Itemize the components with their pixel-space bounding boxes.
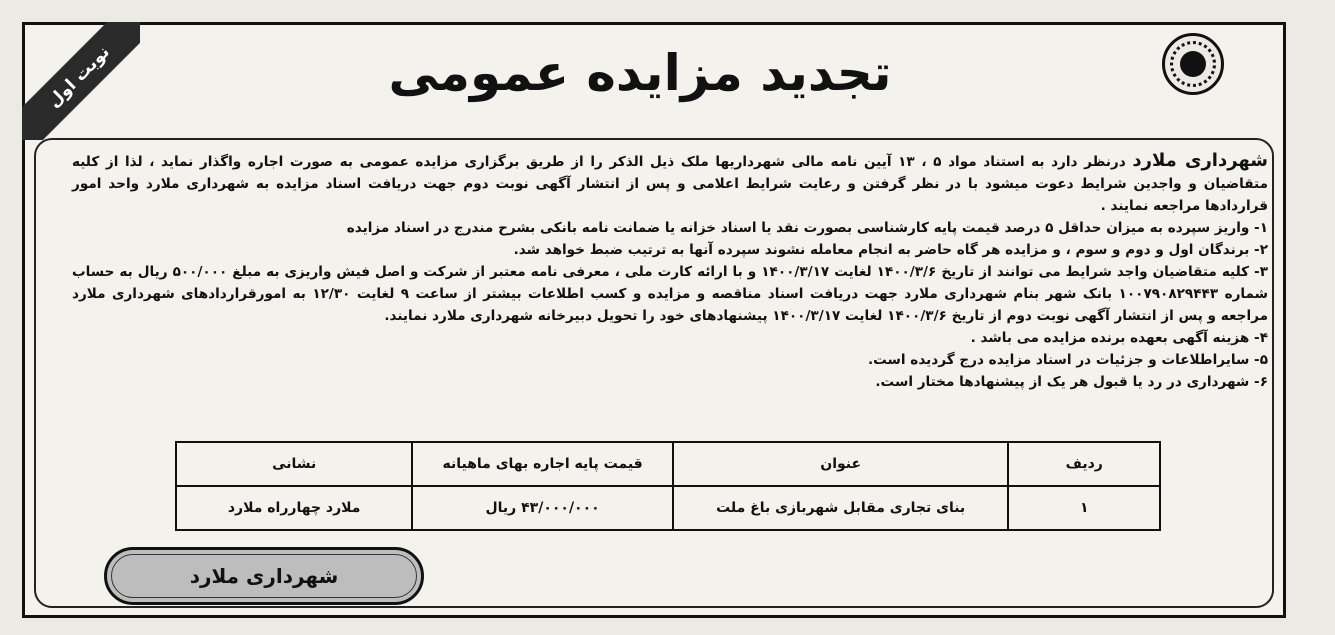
condition-2: ۲- برندگان اول و دوم و سوم ، و مزایده هر گاه حاضر به انجام معامله نشوند سپرده آنها به ترتیب ضبط خواهد شد.: [513, 242, 1268, 258]
condition-4: ۴- هزینه آگهی بعهده برنده مزایده می باشد .: [970, 330, 1268, 346]
announcement-text: [72, 150, 1268, 393]
logo-emblem: [1180, 51, 1206, 77]
header-address: نشانی: [176, 442, 412, 486]
municipality-logo-icon: [1162, 33, 1224, 95]
condition-6: ۶- شهرداری در رد یا قبول هر یک از پیشنهادها مختار است.: [875, 374, 1268, 390]
cell-base-price: ۴۳/۰۰۰/۰۰۰ ریال: [412, 486, 672, 530]
condition-5: ۵- سایراطلاعات و جزئیات در اسناد مزایده درج گردیده است.: [867, 352, 1268, 368]
header-row-number: ردیف: [1008, 442, 1160, 486]
table-row: [176, 486, 1160, 530]
auction-items-table: [175, 441, 1161, 531]
intro-text: درنظر دارد به استناد مواد ۵ ، ۱۳ آیین نامه مالی شهرداریها ملک ذیل الذکر را از طریق برگزاری مزایده عمومی به صورت اجاره واگذار نماید ، لذا از کلیه متقاضیان و واجدین شرایط دعوت میشود با در نظر گرفتن و رعایت شرایط اعلامی و پس از انتشار آگهی نوبت دوم جهت دریافت اسناد مزایده به شهرداری ملارد واحد امور قراردادها مراجعه نمایند .: [72, 154, 1268, 214]
header-base-price: قیمت پایه اجاره بهای ماهیانه: [412, 442, 672, 486]
cell-address: ملارد چهارراه ملارد: [176, 486, 412, 530]
page-title: تجدید مزایده عمومی: [388, 44, 892, 102]
cell-row-number: ۱: [1008, 486, 1160, 530]
intro-paragraph: [72, 150, 1268, 217]
condition-3: ۳- کلیه متقاضیان واجد شرایط می توانند از تاریخ ۱۴۰۰/۳/۶ لغایت ۱۴۰۰/۳/۱۷ و با ارائه کارت ملی ، معرفی نامه معتبر از شرکت و اصل فیش واریزی به مبلغ ۵۰۰/۰۰۰ ریال به حساب شماره ۱۰۰۷۹۰۸۲۹۴۴۳ بانک شهر بنام شهرداری ملارد جهت دریافت اسناد مناقصه و مزایده و کسب اطلاعات بیشتر از ساعت ۹ لغایت ۱۲/۳۰ به امورقراردادهای شهرداری ملارد مراجعه و پس از انتشار آگهی نوبت دوم از تاریخ ۱۴۰۰/۳/۶ لغایت ۱۴۰۰/۳/۱۷ پیشنهادهای خود را تحویل دبیرخانه شهرداری ملارد نمایند.: [72, 264, 1269, 324]
org-name: شهرداری ملارد: [1132, 150, 1268, 171]
corner-ribbon: [22, 22, 140, 140]
condition-1: ۱- واریز سپرده به میزان حداقل ۵ درصد قیمت پایه کارشناسی بصورت نقد یا اسناد خزانه یا ضمانت نامه بانکی بشرح مندرج در اسناد مزایده: [346, 220, 1268, 236]
footer-signature-badge: [104, 547, 424, 605]
footer-label: شهرداری ملارد: [111, 554, 417, 598]
header-title: عنوان: [673, 442, 1009, 486]
table-header-row: [176, 442, 1160, 486]
ribbon-label: نوبت اول: [22, 22, 140, 140]
cell-title: بنای تجاری مقابل شهربازی باغ ملت: [673, 486, 1009, 530]
